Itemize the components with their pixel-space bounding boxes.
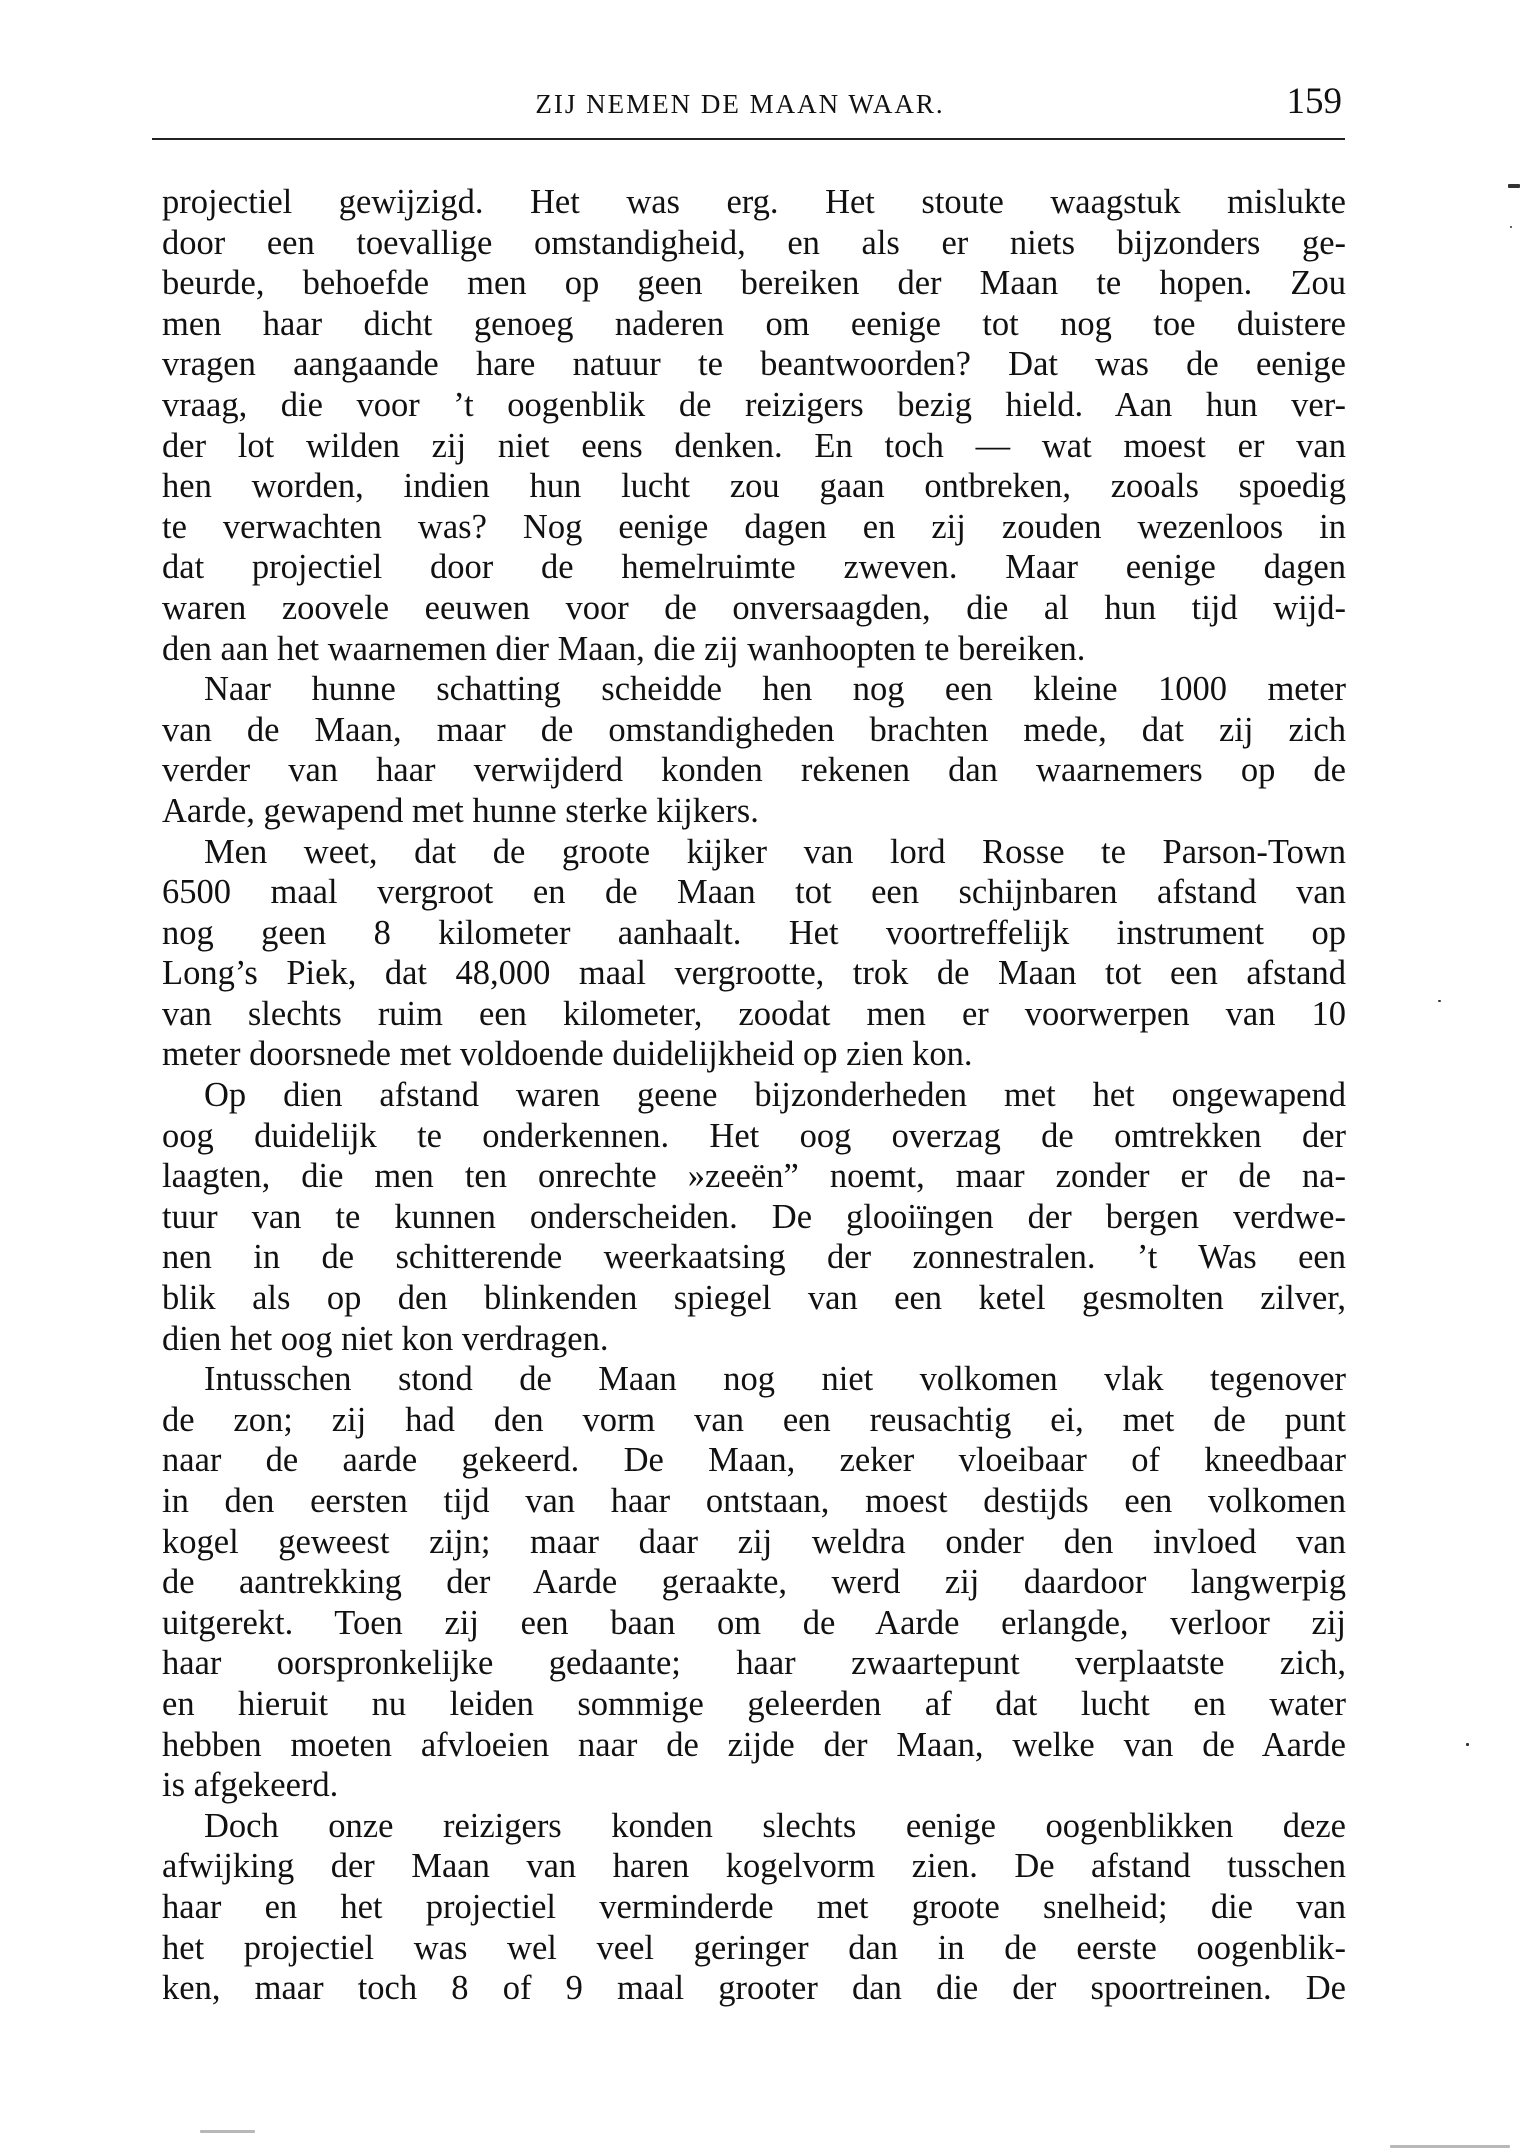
text-line: afwijking der Maan van haren kogelvorm zien. De afstand tusschen: [162, 1847, 1346, 1886]
text-line: der lot wilden zij niet eens denken. En toch — wat moest er van: [162, 426, 1346, 465]
text-line: hen worden, indien hun lucht zou gaan ontbreken, zooals spoedig: [162, 467, 1346, 506]
page-number: 159: [1286, 81, 1342, 122]
running-title: ZIJ NEMEN DE MAAN WAAR.: [535, 89, 945, 119]
text-line: Op dien afstand waren geene bijzonderheden met het ongewapend: [204, 1076, 1346, 1115]
text-line: kogel geweest zijn; maar daar zij weldra onder den invloed van: [162, 1522, 1346, 1561]
text-line: de aantrekking der Aarde geraakte, werd zij daardoor langwerpig: [162, 1563, 1346, 1602]
text-line: beurde, behoefde men op geen bereiken der Maan te hopen. Zou: [162, 264, 1346, 303]
text-line: Aarde, gewapend met hunne sterke kijkers.: [162, 791, 759, 830]
text-line: het projectiel was wel veel geringer dan in de eerste oogenblik-: [162, 1928, 1346, 1967]
text-line: Long’s Piek, dat 48,000 maal vergrootte, trok de Maan tot een afstand: [162, 954, 1346, 993]
text-line: door een toevallige omstandigheid, en als er niets bijzonders ge-: [162, 223, 1346, 262]
text-line: dien het oog niet kon verdragen.: [162, 1319, 609, 1358]
text-line: dat projectiel door de hemelruimte zweven. Maar eenige dagen: [162, 548, 1346, 587]
text-line: Naar hunne schatting scheidde hen nog een kleine 1000 meter: [204, 670, 1346, 709]
text-line: waren zoovele eeuwen voor de onversaagden, die al hun tijd wijd-: [162, 588, 1346, 627]
text-line: meter doorsnede met voldoende duidelijkheid op zien kon.: [162, 1035, 973, 1074]
text-line: blik als op den blinkenden spiegel van een ketel gesmolten zilver,: [162, 1279, 1346, 1318]
text-line: haar en het projectiel verminderde met groote snelheid; die van: [162, 1887, 1346, 1926]
body-text: [162, 182, 1346, 2009]
text-line: hebben moeten afvloeien naar de zijde der Maan, welke van de Aarde: [162, 1725, 1346, 1764]
text-line: naar de aarde gekeerd. De Maan, zeker vloeibaar of kneedbaar: [162, 1441, 1346, 1480]
running-head: [162, 81, 1342, 124]
paragraph: [162, 182, 1346, 669]
scan-mark: [1390, 2145, 1510, 2148]
text-line: den aan het waarnemen dier Maan, die zij wanhoopten te bereiken.: [162, 629, 1086, 668]
text-line: van de Maan, maar de omstandigheden brachten mede, dat zij zich: [162, 710, 1346, 749]
text-line: haar oorspronkelijke gedaante; haar zwaartepunt verplaatste zich,: [162, 1644, 1346, 1683]
paragraph: [162, 1806, 1346, 2009]
paragraph: [162, 832, 1346, 1076]
text-line: Intusschen stond de Maan nog niet volkomen vlak tegenover: [204, 1360, 1346, 1399]
text-line: vragen aangaande hare natuur te beantwoorden? Dat was de eenige: [162, 345, 1346, 384]
text-line: verder van haar verwijderd konden rekenen dan waarnemers op de: [162, 751, 1346, 790]
text-line: de zon; zij had den vorm van een reusachtig ei, met de punt: [162, 1400, 1346, 1439]
text-line: en hieruit nu leiden sommige geleerden af dat lucht en water: [162, 1684, 1346, 1723]
header-rule: [152, 138, 1345, 140]
text-line: ken, maar toch 8 of 9 maal grooter dan die der spoortreinen. De: [162, 1969, 1346, 2008]
scan-mark: [1438, 1000, 1441, 1002]
scan-mark: [1466, 1743, 1469, 1746]
text-line: van slechts ruim een kilometer, zoodat men er voorwerpen van 10: [162, 994, 1346, 1033]
paragraph: [162, 669, 1346, 831]
text-line: uitgerekt. Toen zij een baan om de Aarde erlangde, verloor zij: [162, 1603, 1346, 1642]
text-line: nog geen 8 kilometer aanhaalt. Het voortreffelijk instrument op: [162, 913, 1346, 952]
paragraph: [162, 1359, 1346, 1806]
scan-mark: [1510, 226, 1512, 228]
text-line: men haar dicht genoeg naderen om eenige tot nog toe duistere: [162, 304, 1346, 343]
text-line: Men weet, dat de groote kijker van lord Rosse te Parson-Town: [204, 832, 1346, 871]
scan-mark: [200, 2130, 255, 2133]
text-line: projectiel gewijzigd. Het was erg. Het stoute waagstuk mislukte: [162, 183, 1346, 221]
text-line: in den eersten tijd van haar ontstaan, moest destijds een volkomen: [162, 1482, 1346, 1520]
text-line: tuur van te kunnen onderscheiden. De glooiïngen der bergen verdwe-: [162, 1197, 1346, 1236]
text-line: Doch onze reizigers konden slechts eenige oogenblikken deze: [204, 1806, 1346, 1845]
paragraph: [162, 1075, 1346, 1359]
text-line: te verwachten was? Nog eenige dagen en zij zouden wezenloos in: [162, 507, 1346, 546]
text-line: 6500 maal vergroot en de Maan tot een schijnbaren afstand van: [162, 873, 1346, 912]
scan-mark: [1508, 184, 1520, 188]
text-line: is afgekeerd.: [162, 1766, 339, 1805]
text-line: vraag, die voor ’t oogenblik de reizigers bezig hield. Aan hun ver-: [162, 385, 1346, 424]
text-line: oog duidelijk te onderkennen. Het oog overzag de omtrekken der: [162, 1116, 1346, 1155]
text-line: laagten, die men ten onrechte »zeeën” noemt, maar zonder er de na-: [162, 1157, 1346, 1196]
text-line: nen in de schitterende weerkaatsing der zonnestralen. ’t Was een: [162, 1238, 1346, 1277]
